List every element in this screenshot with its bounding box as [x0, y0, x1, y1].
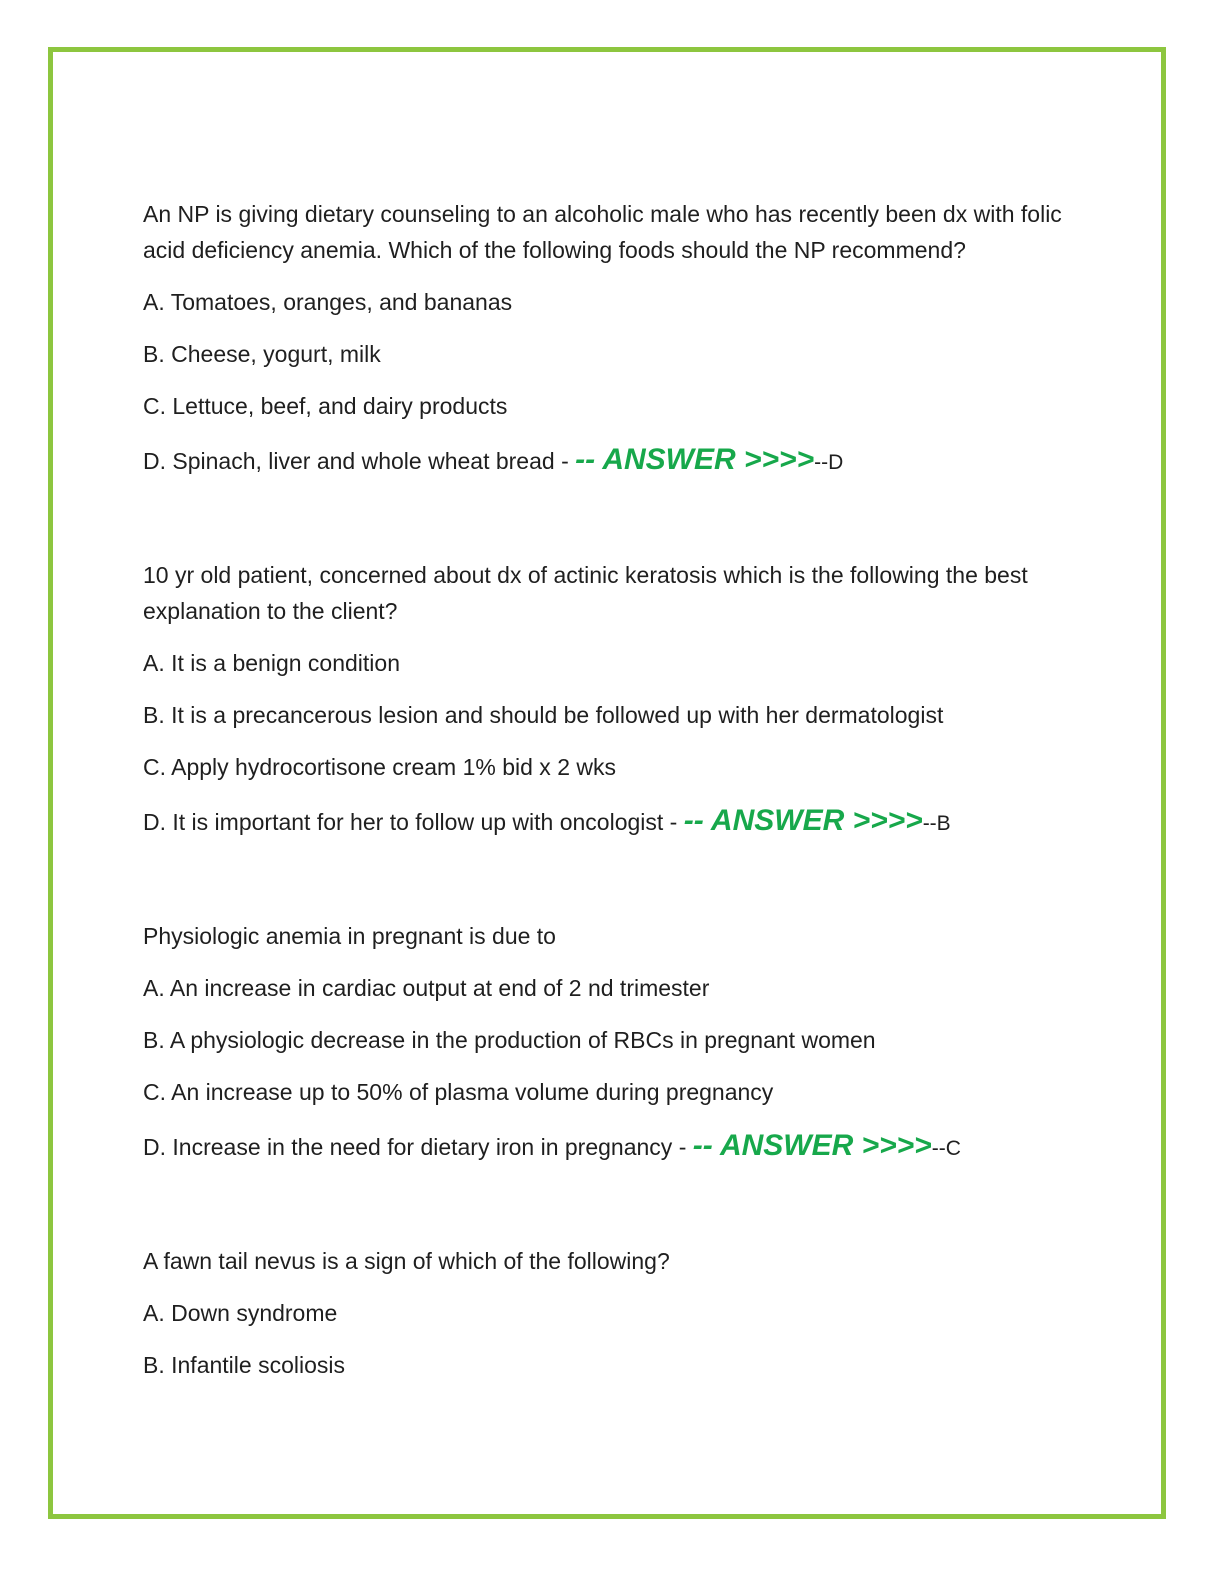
option-d: D. It is important for her to follow up with oncologist - [143, 809, 684, 835]
answer-marker: -- ANSWER >>>> [692, 1129, 932, 1162]
option-a: A. Tomatoes, oranges, and bananas [143, 289, 513, 315]
question-block-3 [143, 918, 1073, 1169]
option-b: B. Infantile scoliosis [143, 1352, 345, 1378]
question-text: Physiologic anemia in pregnant is due to [143, 923, 556, 949]
question-text: 10 yr old patient, concerned about dx of actinic keratosis which is the following the best explanation to the client? [143, 562, 1028, 624]
option-b: B. It is a precancerous lesion and should be followed up with her dermatologist [143, 702, 944, 728]
option-c: C. Apply hydrocortisone cream 1% bid x 2 wks [143, 754, 616, 780]
answer-letter: --C [931, 1137, 961, 1160]
option-d: D. Spinach, liver and whole wheat bread - [143, 448, 576, 474]
answer-letter: --B [922, 812, 951, 835]
option-a: A. Down syndrome [143, 1300, 338, 1326]
option-c: C. Lettuce, beef, and dairy products [143, 393, 508, 419]
question-text: A fawn tail nevus is a sign of which of the following? [143, 1248, 670, 1274]
answer-marker: -- ANSWER >>>> [575, 443, 815, 476]
option-d-with-answer [143, 801, 1073, 844]
question-block-4 [143, 1243, 1073, 1383]
option-c: C. An increase up to 50% of plasma volume during pregnancy [143, 1079, 774, 1105]
question-block-1 [143, 196, 1073, 483]
document-body [143, 196, 1073, 1383]
option-d: D. Increase in the need for dietary iron in pregnancy - [143, 1134, 693, 1160]
option-b: B. A physiologic decrease in the production of RBCs in pregnant women [143, 1027, 876, 1053]
question-block-2 [143, 557, 1073, 844]
option-d-with-answer [143, 1126, 1073, 1169]
question-text: An NP is giving dietary counseling to an alcoholic male who has recently been dx with folic acid deficiency anemia. Which of the following foods should the NP recommend? [143, 201, 1062, 263]
option-a: A. It is a benign condition [143, 650, 400, 676]
answer-letter: --D [814, 451, 844, 474]
answer-marker: -- ANSWER >>>> [683, 804, 923, 837]
option-b: B. Cheese, yogurt, milk [143, 341, 381, 367]
option-d-with-answer [143, 440, 1073, 483]
option-a: A. An increase in cardiac output at end of 2 nd trimester [143, 975, 710, 1001]
